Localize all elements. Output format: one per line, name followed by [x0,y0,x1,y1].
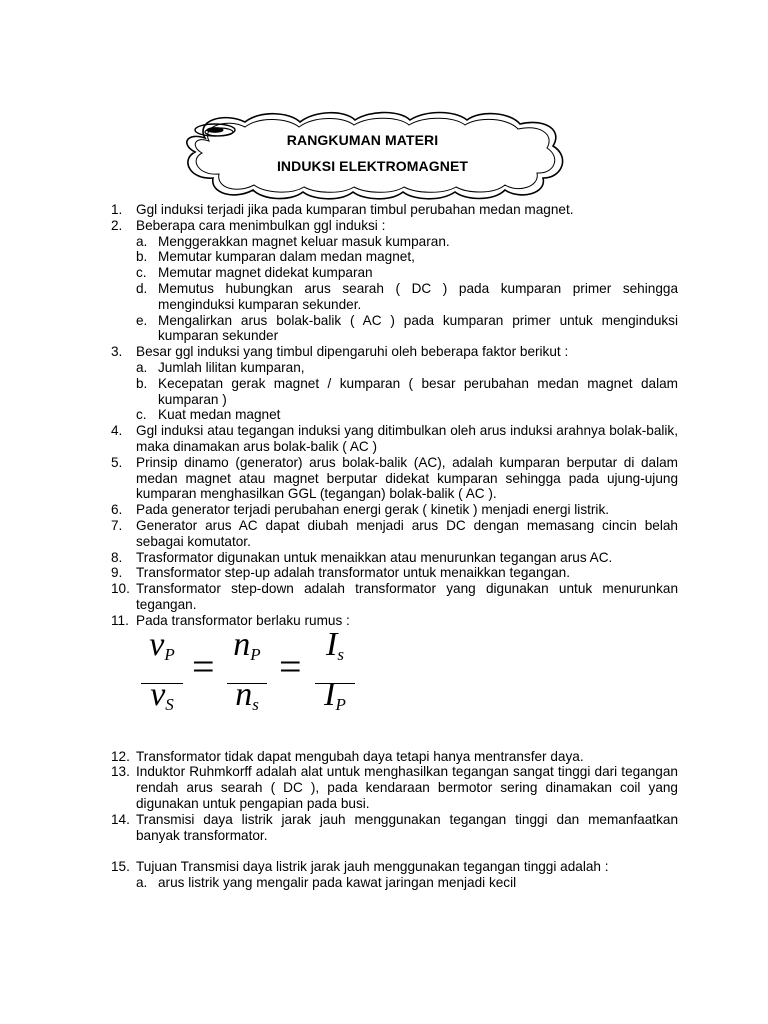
item-number: 2. [111,217,123,233]
formula-denominator: $I_P$ [324,675,346,714]
sub-item [111,313,678,345]
item-text: Beberapa cara menimbulkan ggl induksi : [136,217,386,233]
list-item [111,812,678,844]
transformer-formula [111,625,678,745]
item-text: Ggl induksi atau tegangan induksi yang ditimbulkan oleh arus induksi arahnya bolak-balik, maka dinamakan arus bolak-balik ( AC ) [136,423,678,454]
item-number: 5. [111,454,123,470]
formula-denominator: $v_S$ [150,675,174,714]
item-number: 4. [111,423,123,439]
sub-item [111,376,678,408]
sub-item-text: Memutar kumparan dalam medan magnet, [158,249,415,265]
spacer [111,843,678,859]
item-text: Induktor Ruhmkorff adalah alat untuk menghasilkan tegangan sangat tinggi dari tegangan rendah arus searah ( DC ), pada kendaraan bermotor sering dinamakan coil yang digunakan untuk pengapian pada busi. [136,764,678,811]
formula-numerator: $v_P$ [149,625,175,664]
sub-item-text: Kecepatan gerak magnet / kumparan ( besar perubahan medan magnet dalam kumparan ) [158,375,678,407]
item-number: 3. [111,344,123,360]
list-item [111,218,678,234]
list-item [111,613,678,629]
list-item [111,550,678,566]
item-number: 10. [111,581,130,597]
sub-item [111,281,678,313]
item-text: Generator arus AC dapat diubah menjadi arus DC dengan memasang cincin belah sebagai komutator. [136,517,678,549]
item-number: 14. [111,811,130,827]
formula-denominator: $n_s$ [235,675,259,714]
list-item [111,581,678,613]
item-number: 1. [111,202,123,217]
list-item [111,455,678,502]
sub-item-letter: a. [136,875,148,891]
sub-item-letter: d. [136,280,148,296]
list-item [111,518,678,550]
item-text: Ggl induksi terjadi jika pada kumparan timbul perubahan medan magnet. [136,202,574,217]
formula-numerator: $I_s$ [326,625,344,664]
list-item [111,859,678,875]
item-number: 15. [111,859,130,875]
page-title-line-2: INDUKSI ELEKTROMAGNET [276,158,469,174]
cloud-shape-icon [175,108,570,200]
summary-list [111,202,678,891]
equals-sign: = [192,643,215,689]
equals-sign: = [279,643,302,689]
item-number: 11. [111,612,129,628]
sub-item-text: Memutus hubungkan arus searah ( DC ) pada kumparan primer sehingga menginduksi kumparan sekunder. [158,280,678,312]
item-text: Prinsip dinamo (generator) arus bolak-balik (AC), adalah kumparan berputar di dalam medan magnet atau magnet berputar didekat kumparan sehingga pada ujung-ujung kumparan menghasilkan GGL (tegangan) bolak-balik ( AC ). [136,454,678,502]
item-text: Transformator tidak dapat mengubah daya tetapi hanya mentransfer daya. [136,748,584,764]
sub-item-text: Memutar magnet didekat kumparan [158,265,373,281]
list-item [111,764,678,811]
sub-item [111,360,678,376]
list-item [111,344,678,360]
sub-item-text: Kuat medan magnet [158,407,281,423]
item-text: Pada generator terjadi perubahan energi gerak ( kinetik ) menjadi energi listrik. [136,502,610,518]
item-number: 8. [111,549,123,565]
item-number: 7. [111,517,123,533]
item-number: 12. [111,748,130,764]
sub-item-letter: a. [136,359,148,375]
list-item [111,749,678,765]
formula-numerator: $n_P$ [233,625,261,664]
list-item [111,423,678,455]
sub-item [111,249,678,265]
item-text: Trasformator digunakan untuk menaikkan atau menurunkan tegangan arus AC. [136,549,613,565]
sub-item-letter: e. [136,312,148,328]
item-number: 6. [111,502,123,518]
title-cloud [175,108,570,200]
item-text: Besar ggl induksi yang timbul dipengaruhi oleh beberapa faktor berikut : [136,344,569,360]
item-text: Transformator step-up adalah transformator untuk menaikkan tegangan. [136,565,570,581]
sub-item [111,265,678,281]
sub-item-text: arus listrik yang mengalir pada kawat jaringan menjadi kecil [158,875,517,891]
item-text: Pada transformator berlaku rumus : [136,612,350,628]
item-text: Transformator step-down adalah transformator yang digunakan untuk menurunkan tegangan. [136,581,678,612]
page-title-line-1: RANGKUMAN MATERI [286,132,439,148]
item-number: 9. [111,565,123,581]
sub-item-text: Menggerakkan magnet keluar masuk kumparan. [158,233,450,249]
sub-item [111,875,678,891]
sub-item-letter: a. [136,233,148,249]
sub-item [111,234,678,250]
list-item [111,202,678,218]
list-item [111,502,678,518]
item-text: Tujuan Transmisi daya listrik jarak jauh menggunakan tegangan tinggi adalah : [136,859,609,875]
sub-item-text: Jumlah lilitan kumparan, [158,359,305,375]
sub-item-letter: c. [136,407,147,423]
sub-item-letter: b. [136,249,148,265]
item-number: 13. [111,764,130,780]
sub-item [111,407,678,423]
sub-item-letter: c. [136,265,147,281]
sub-item-letter: b. [136,375,148,391]
sub-item-text: Mengalirkan arus bolak-balik ( AC ) pada kumparan primer untuk menginduksi kumparan sekunder [158,312,678,344]
list-item [111,565,678,581]
item-text: Transmisi daya listrik jarak jauh menggunakan tegangan tinggi dan memanfaatkan banyak transformator. [136,811,678,843]
